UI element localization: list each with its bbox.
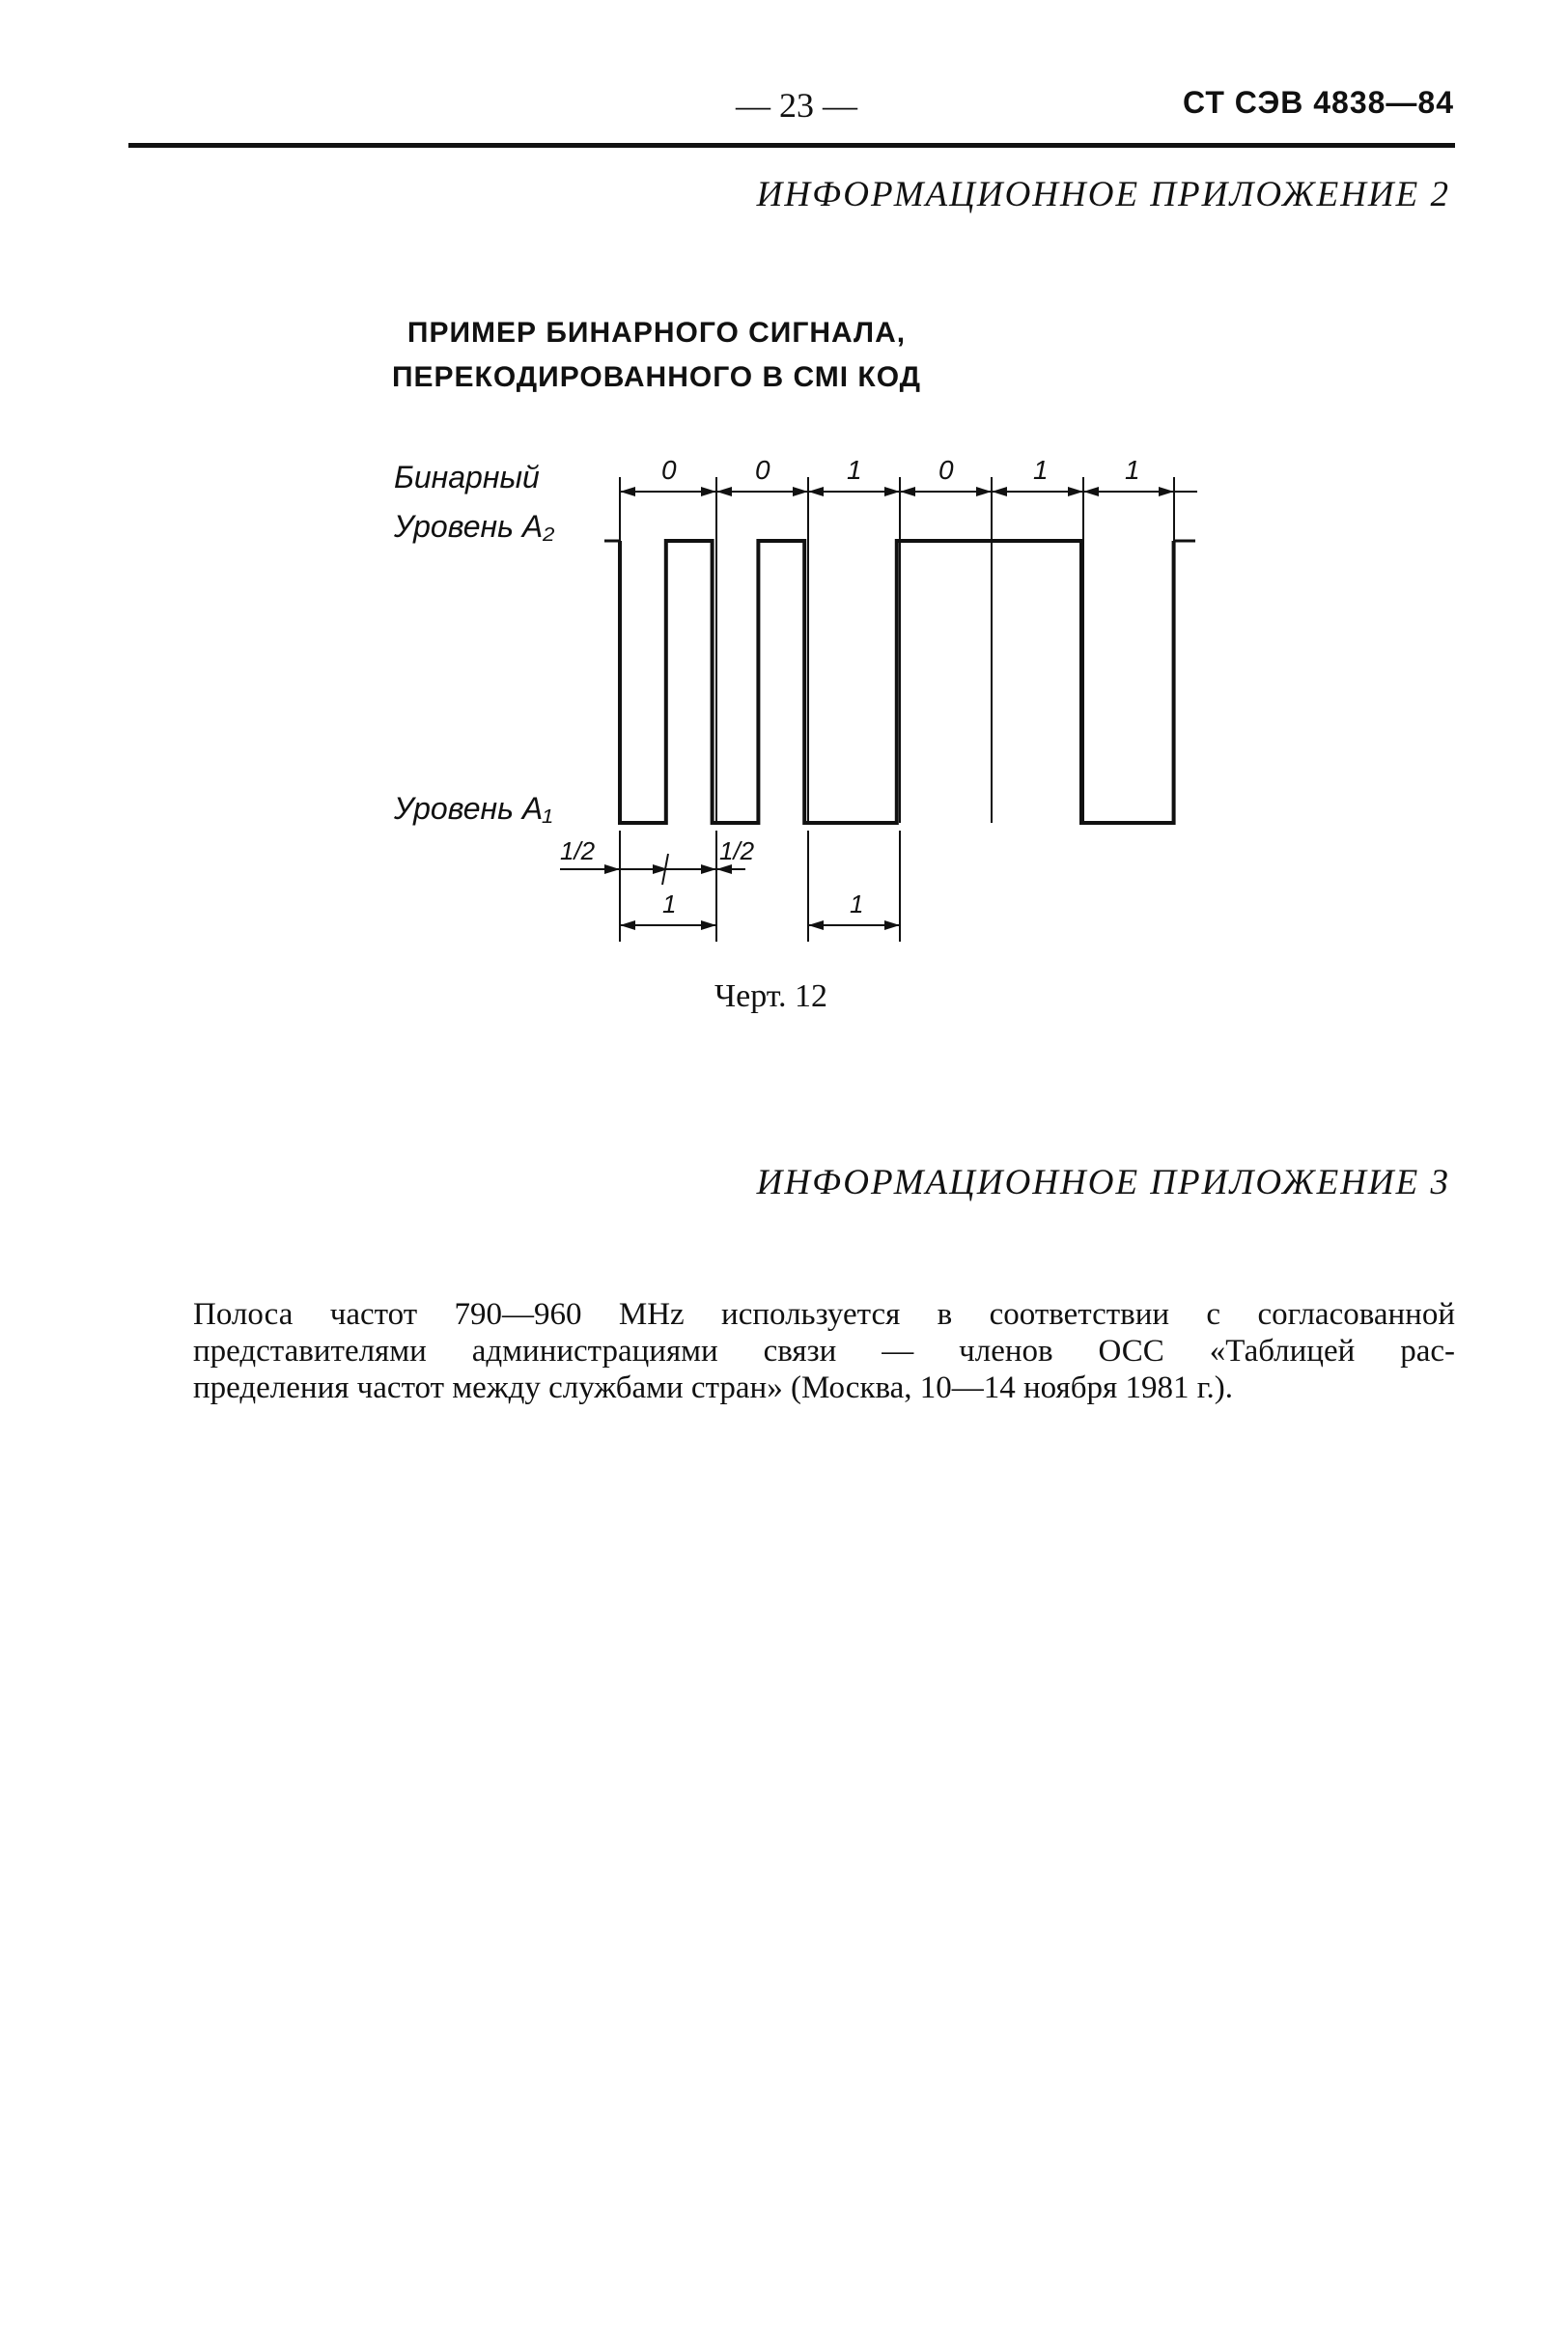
bit-scale-arrows [620, 487, 1174, 496]
level-a1-label: Уровень A₁ [394, 791, 553, 826]
paragraph [193, 1296, 1455, 1406]
figure-title-line-2: ПЕРЕКОДИРОВАННОГО В СМI КОД [391, 361, 922, 393]
half-bit-label-left: 1/2 [560, 836, 596, 865]
bit-label-6: 1 [1125, 455, 1140, 485]
half-bit-label-right: 1/2 [719, 836, 755, 865]
cmi-signal-diagram [367, 444, 1236, 966]
figure-title-line-1: ПРИМЕР БИНАРНОГО СИГНАЛА, [406, 317, 907, 349]
bit-scale [620, 477, 1197, 823]
bit-label-1: 0 [661, 455, 677, 485]
appendix-3-heading: ИНФОРМАЦИОННОЕ ПРИЛОЖЕНИЕ 3 [756, 1163, 1450, 1202]
figure-title [386, 311, 927, 400]
cmi-waveform [620, 541, 1174, 823]
bit-period-label-left: 1 [662, 890, 677, 918]
bit-label-3: 1 [847, 455, 862, 485]
figure-caption: Черт. 12 [714, 978, 828, 1014]
bit-label-5: 1 [1033, 455, 1049, 485]
appendix-3-paragraph [193, 1296, 1455, 1406]
bit-label-4: 0 [938, 455, 954, 485]
binary-label: Бинарный [394, 460, 540, 494]
header-page-number: — 23 — [736, 86, 857, 125]
level-a2-label: Уровень A₂ [394, 509, 555, 544]
paragraph-line-2: представителями администрациями связи — членов ОСС «Таблицей рас- [193, 1334, 1455, 1369]
paragraph-line-1: Полоса частот 790—960 MHz используется в соответствии с согласованной [193, 1297, 1455, 1332]
header-standard-code: СТ СЭВ 4838—84 [1183, 85, 1454, 120]
paragraph-line-3: пределения частот между службами стран» (Москва, 10—14 ноября 1981 г.). [193, 1370, 1233, 1405]
header-rule [128, 143, 1455, 148]
appendix-2-heading: ИНФОРМАЦИОННОЕ ПРИЛОЖЕНИЕ 2 [756, 175, 1450, 214]
bit-period-label-right: 1 [850, 890, 864, 918]
bit-label-2: 0 [755, 455, 770, 485]
